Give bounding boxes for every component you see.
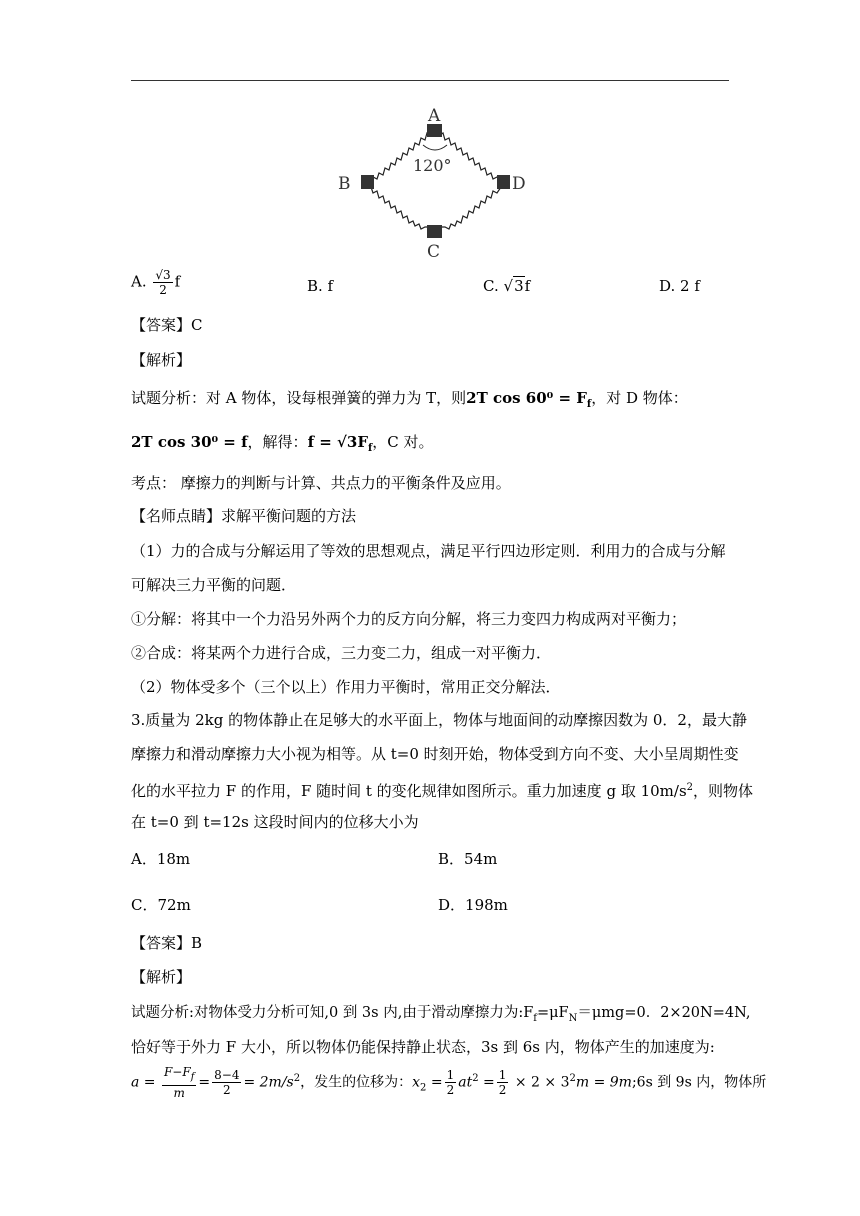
q2-option-c: C. √3f [483, 277, 531, 295]
label-b: B [338, 174, 351, 194]
formula-2: 2T cos 30⁰ = f [131, 433, 248, 451]
angle-arc [423, 145, 447, 150]
q2-tip-1: （1）力的合成与分解运用了等效的思想观点，满足平行四边形定则．利用力的合成与分解 [131, 542, 726, 560]
q3-line-3: 化的水平拉力 F 的作用，F 随时间 t 的变化规律如图所示。重力加速度 g 取 $10m/s^2$，则物体 [131, 782, 754, 800]
label-c: C [427, 242, 441, 260]
angle-label: 120° [413, 156, 452, 175]
q2-tips-head: 【名师点睛】求解平衡问题的方法 [131, 507, 357, 525]
block-c [427, 225, 442, 238]
q3-option-b: B．54m [438, 850, 498, 868]
formula-1: 2T cos 60⁰ = F [466, 389, 587, 407]
q3-analysis-line-2: 恰好等于外力 F 大小，所以物体仍能保持静止状态，3s 到 6s 内，物体产生的加速度为: [131, 1038, 715, 1056]
q2-tip-2: ①分解：将其中一个力沿另外两个力的反方向分解，将三力变四力构成两对平衡力； [131, 610, 687, 628]
q2-tip-4: （2）物体受多个（三个以上）作用力平衡时，常用正交分解法． [131, 678, 561, 696]
q3-option-d: D．198m [438, 896, 508, 914]
label-d: D [512, 174, 526, 194]
header-rule [131, 80, 729, 81]
q2-analysis-line-2: 2T cos 30⁰ = f，解得：$f = √3F_f$，C 对。 [131, 433, 434, 454]
spring-diagram [335, 105, 535, 260]
q2-tip-3: ②合成：将某两个力进行合成，三力变二力，组成一对平衡力． [131, 644, 552, 662]
q2-analysis-line-1: 试题分析：对 A 物体，设每根弹簧的弹力为 T，则2T $\cos 60^0 = F_f$，对 D 物体： [131, 389, 688, 410]
q2-option-d: D. 2 f [659, 277, 700, 295]
q3-option-a: A．18m [131, 850, 191, 868]
spring-dc [440, 187, 501, 229]
formula-3: f = √3F [307, 433, 368, 451]
q2-option-a: A. $\frac{√3}{2}$ f [131, 268, 181, 297]
q3-line-2: 摩擦力和滑动摩擦力大小视为相等。从 t=0 时刻开始，物体受到方向不变、大小呈周期性变 [131, 745, 739, 763]
q3-analysis-line-3: a = $\frac{F-F_f}{m}$ = $\frac{8-4}{2}$ = $2m/s^2$，发生的位移为：$x_2$ = $\frac{1}{2}$ $at^2$ = $\frac{1}{2}$ × $2 \times 3^2m$ = 9m;6s 到 9s 内，物体所 [131, 1065, 767, 1100]
q2-answer: 【答案】C [131, 316, 203, 334]
label-a: A [428, 106, 441, 126]
q2-tip-1b: 可解决三力平衡的问题． [131, 576, 297, 594]
block-d [497, 175, 510, 189]
q3-analysis-head: 【解析】 [131, 968, 192, 986]
q2-kaodian: 考点： 摩擦力的判断与计算、共点力的平衡条件及应用。 [131, 474, 511, 492]
spring-bc [371, 187, 430, 229]
q3-option-c: C．72m [131, 896, 191, 914]
q3-analysis-line-1: 试题分析:对物体受力分析可知,0 到 3s 内,由于滑动摩擦力为$:F_f=\mu F_N=\mu mg=0$．2×20N=4N, [131, 1005, 751, 1024]
q3-answer: 【答案】B [131, 934, 203, 952]
q3-line-1: 3.质量为 2kg 的物体静止在足够大的水平面上，物体与地面间的动摩擦因数为 0．2，最大静 [131, 711, 747, 729]
q2-option-b: B. f [307, 277, 334, 295]
block-b [361, 175, 374, 189]
q3-line-4: 在 t=0 到 t=12s 这段时间内的位移大小为 [131, 813, 419, 831]
q2-analysis-head: 【解析】 [131, 351, 192, 369]
